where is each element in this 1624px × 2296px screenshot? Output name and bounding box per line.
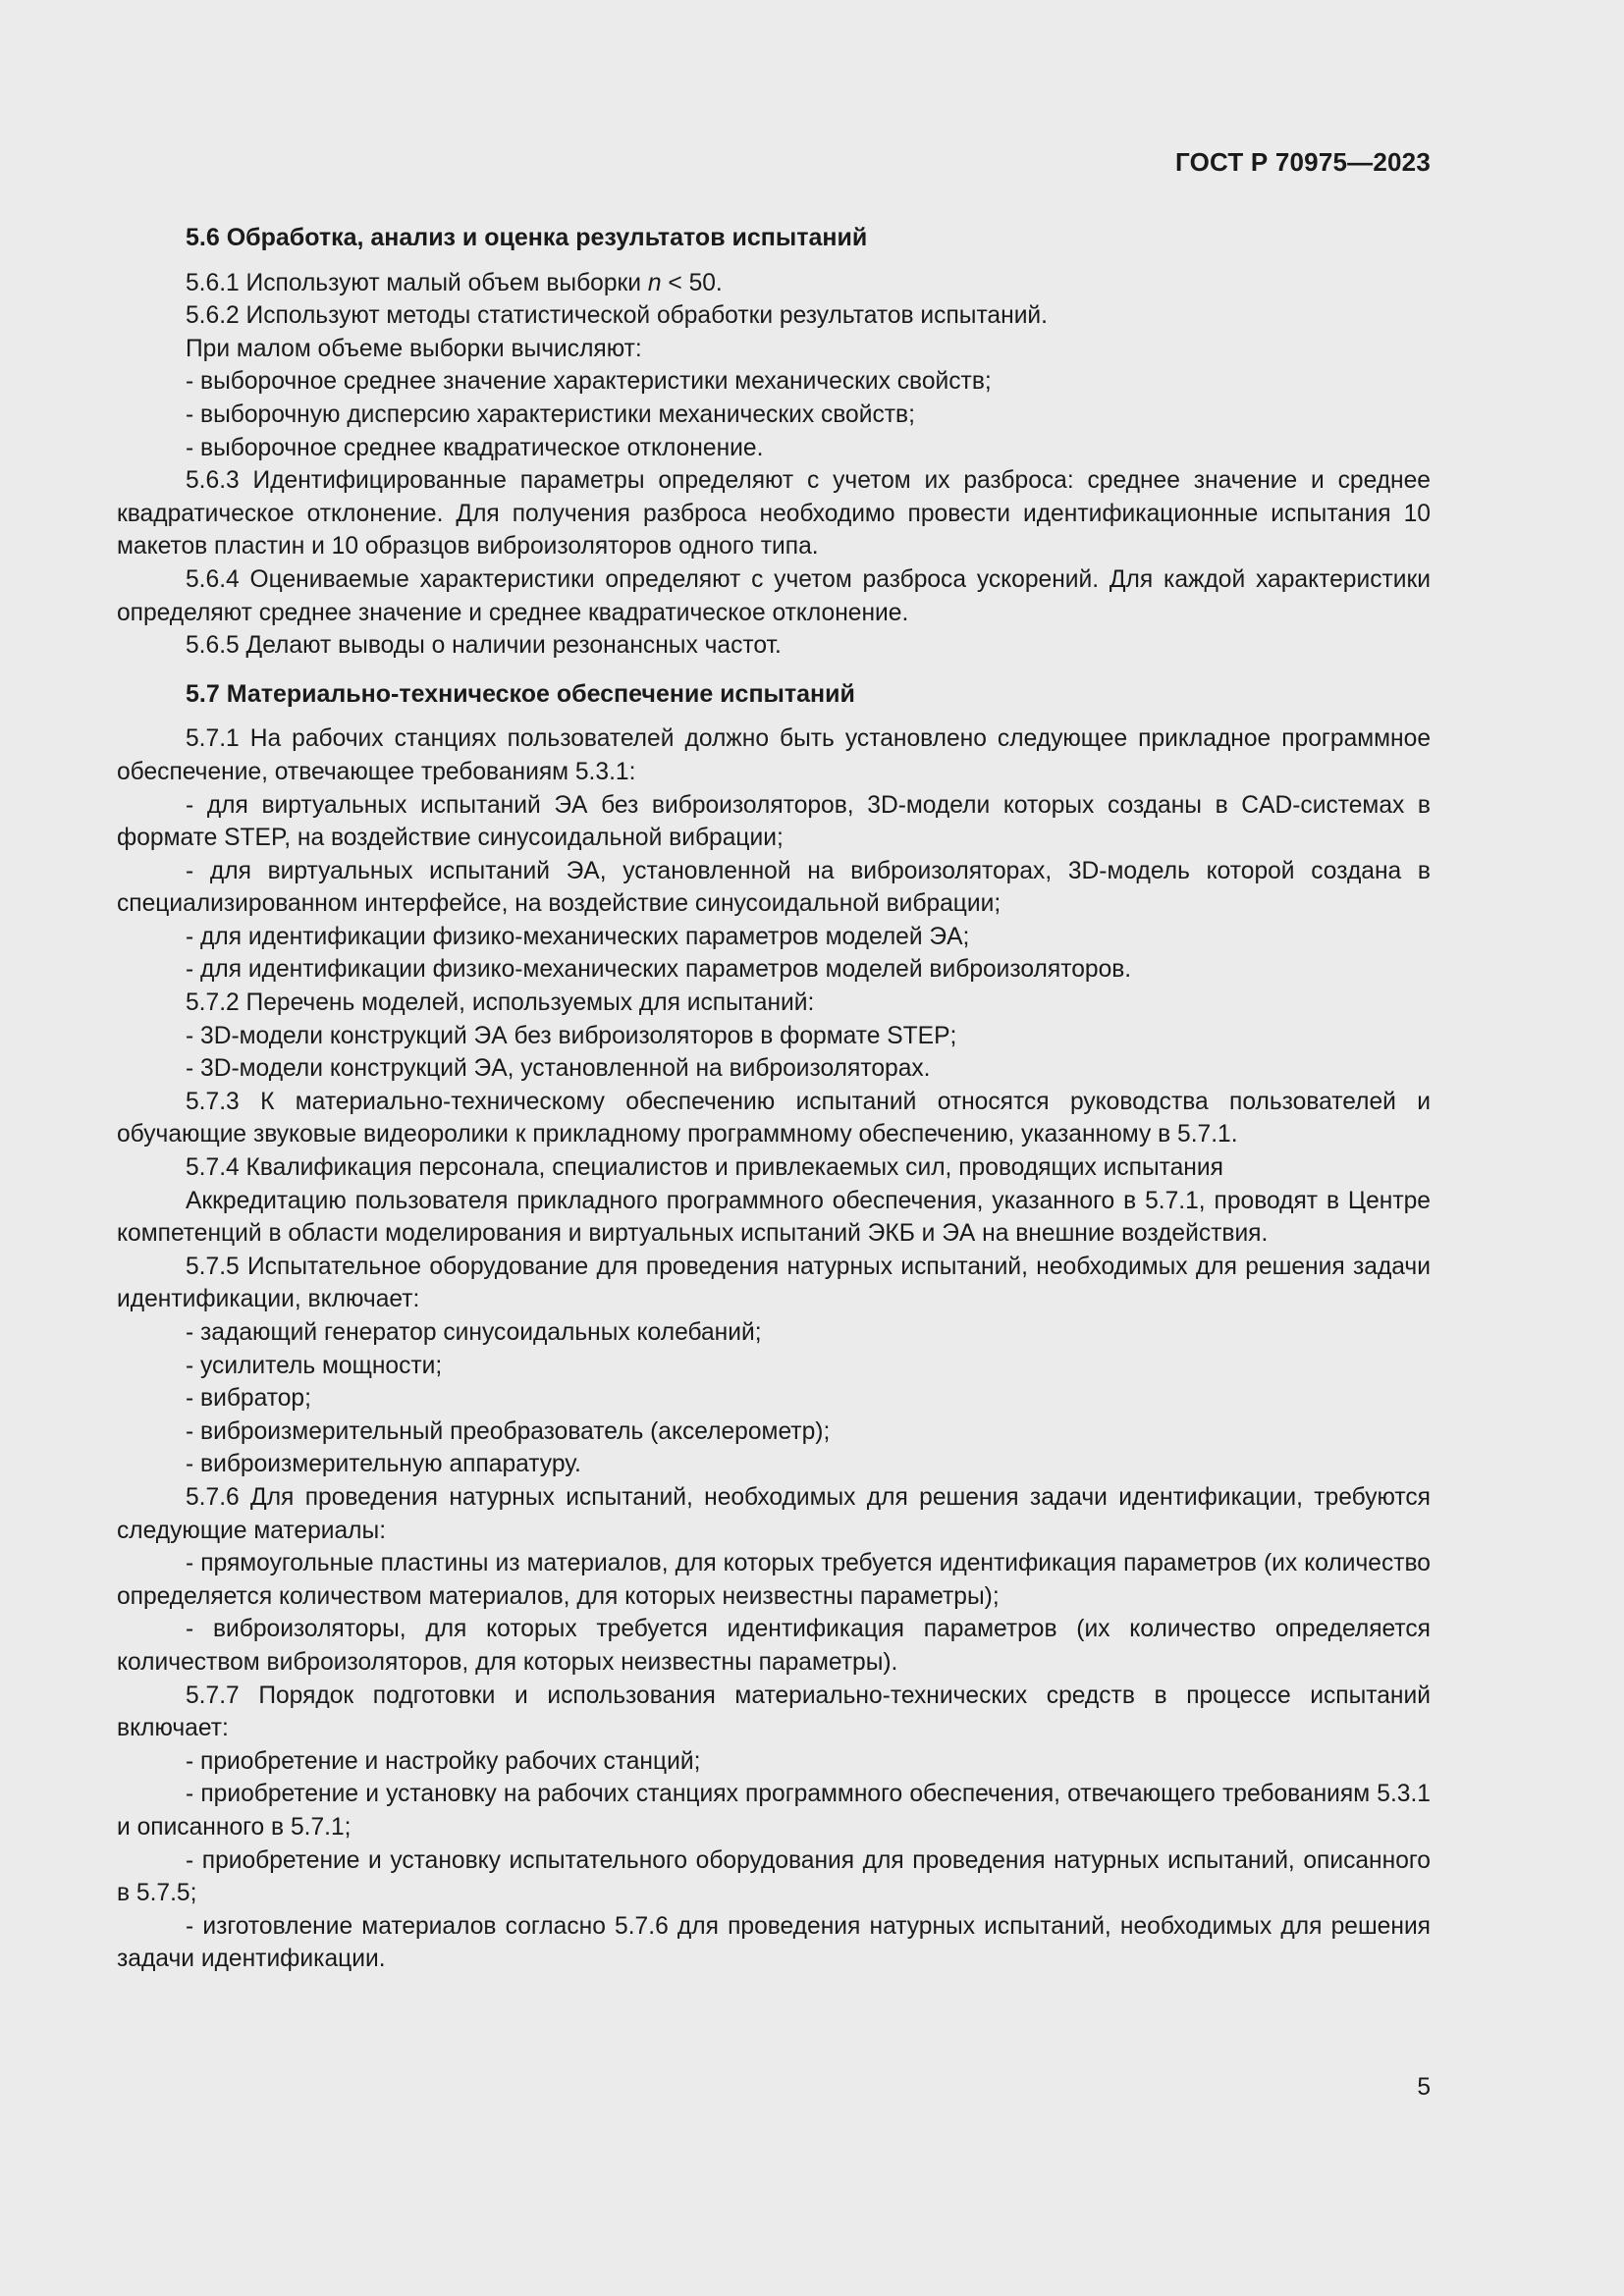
document-code: ГОСТ Р 70975—2023 — [1175, 147, 1431, 177]
paragraph-small-sample: При малом объеме выборки вычисляют: — [186, 335, 642, 362]
list-item: - для виртуальных испытаний ЭА без виброизоляторов, 3D-модели которых созданы в CAD-системах в формате STEP, на воздействие синусоидальной вибрации; — [117, 791, 1431, 852]
list-item: - для виртуальных испытаний ЭА, установленной на виброизоляторах, 3D-модель которой создана в специализированном интерфейсе, на воздействие синусоидальной вибрации; — [117, 857, 1431, 918]
paragraph-5-7-2: 5.7.2 Перечень моделей, используемых для испытаний: — [186, 989, 815, 1017]
list-item: - прямоугольные пластины из материалов, для которых требуется идентификация параметров (их количество определяется количеством материалов, для которых неизвестны параметры); — [117, 1550, 1431, 1610]
sample-size-variable: n — [647, 269, 662, 296]
section-heading-5-6: 5.6 Обработка, анализ и оценка результатов испытаний — [186, 224, 868, 251]
list-item: - приобретение и настройку рабочих станций; — [186, 1747, 701, 1775]
paragraph-5-7-5: 5.7.5 Испытательное оборудование для проведения натурных испытаний, необходимых для решения задачи идентификации, включает: — [117, 1253, 1431, 1313]
list-item: - приобретение и установку на рабочих станциях программного обеспечения, отвечающего требованиям 5.3.1 и описанного в 5.7.1; — [117, 1781, 1431, 1841]
list-item: - виброизмерительную аппаратуру. — [186, 1451, 581, 1478]
list-item: - усилитель мощности; — [186, 1352, 443, 1379]
list-item: - виброизмерительный преобразователь (акселерометр); — [186, 1417, 831, 1445]
paragraph-5-7-7: 5.7.7 Порядок подготовки и использования материально-технических средств в процессе испытаний включает: — [117, 1682, 1431, 1742]
paragraph-5-6-1 — [117, 267, 1431, 300]
paragraph-5-6-5: 5.6.5 Делают выводы о наличии резонансных частот. — [186, 632, 782, 660]
list-item: - 3D-модели конструкций ЭА, установленной на виброизоляторах. — [186, 1055, 931, 1083]
list-item: - для идентификации физико-механических параметров моделей ЭА; — [186, 923, 970, 950]
paragraph-5-7-4-accreditation: Аккредитацию пользователя прикладного программного обеспечения, указанного в 5.7.1, проводят в Центре компетенций в области моделирования и виртуальных испытаний ЭКБ и ЭА на внешние воздействия. — [117, 1187, 1431, 1248]
paragraph-5-6-2: 5.6.2 Используют методы статистической обработки результатов испытаний. — [186, 302, 1048, 330]
document-body — [117, 222, 1431, 1976]
paragraph-5-6-4: 5.6.4 Оцениваемые характеристики определяют с учетом разброса ускорений. Для каждой характеристики определяют среднее значение и среднее квадратическое отклонение. — [117, 565, 1431, 626]
paragraph-5-7-6: 5.7.6 Для проведения натурных испытаний, необходимых для решения задачи идентификации, требуются следующие материалы: — [117, 1483, 1431, 1544]
paragraph-5-6-1-text: 5.6.1 Используют малый объем выборки — [186, 269, 648, 296]
paragraph-5-6-1-tail: < 50. — [661, 269, 723, 296]
section-heading-5-7: 5.7 Материально-техническое обеспечение испытаний — [186, 679, 855, 708]
paragraph-5-6-3: 5.6.3 Идентифицированные параметры определяют с учетом их разброса: среднее значение и среднее квадратическое отклонение. Для получения разброса необходимо провести идентификационные испытания 10 макетов пластин и 10 образцов виброизоляторов одного типа. — [117, 467, 1431, 561]
paragraph-5-7-3: 5.7.3 К материально-техническому обеспечению испытаний относятся руководства пользователей и обучающие звуковые видеоролики к прикладному программному обеспечению, указанному в 5.7.1. — [117, 1088, 1431, 1148]
list-item: - изготовление материалов согласно 5.7.6 для проведения натурных испытаний, необходимых для решения задачи идентификации. — [117, 1912, 1431, 1973]
list-item: - вибратор; — [186, 1385, 311, 1413]
list-item: - выборочное среднее квадратическое отклонение. — [186, 434, 764, 461]
list-item: - 3D-модели конструкций ЭА без виброизоляторов в формате STEP; — [186, 1022, 957, 1049]
list-item: - задающий генератор синусоидальных колебаний; — [186, 1319, 762, 1346]
paragraph-5-7-4: 5.7.4 Квалификация персонала, специалистов и привлекаемых сил, проводящих испытания — [186, 1154, 1223, 1182]
list-item: - выборочную дисперсию характеристики механических свойств; — [186, 400, 915, 428]
list-item: - для идентификации физико-механических параметров моделей виброизоляторов. — [186, 956, 1132, 984]
page-number: 5 — [1417, 2074, 1431, 2101]
paragraph-5-7-1: 5.7.1 На рабочих станциях пользователей должно быть установлено следующее прикладное программное обеспечение, отвечающее требованиям 5.3.1: — [117, 725, 1431, 785]
list-item: - выборочное среднее значение характеристики механических свойств; — [186, 368, 992, 396]
list-item: - виброизоляторы, для которых требуется идентификация параметров (их количество определяется количеством виброизоляторов, для которых неизвестны параметры). — [117, 1616, 1431, 1676]
list-item: - приобретение и установку испытательного оборудования для проведения натурных испытаний, описанного в 5.7.5; — [117, 1846, 1431, 1907]
